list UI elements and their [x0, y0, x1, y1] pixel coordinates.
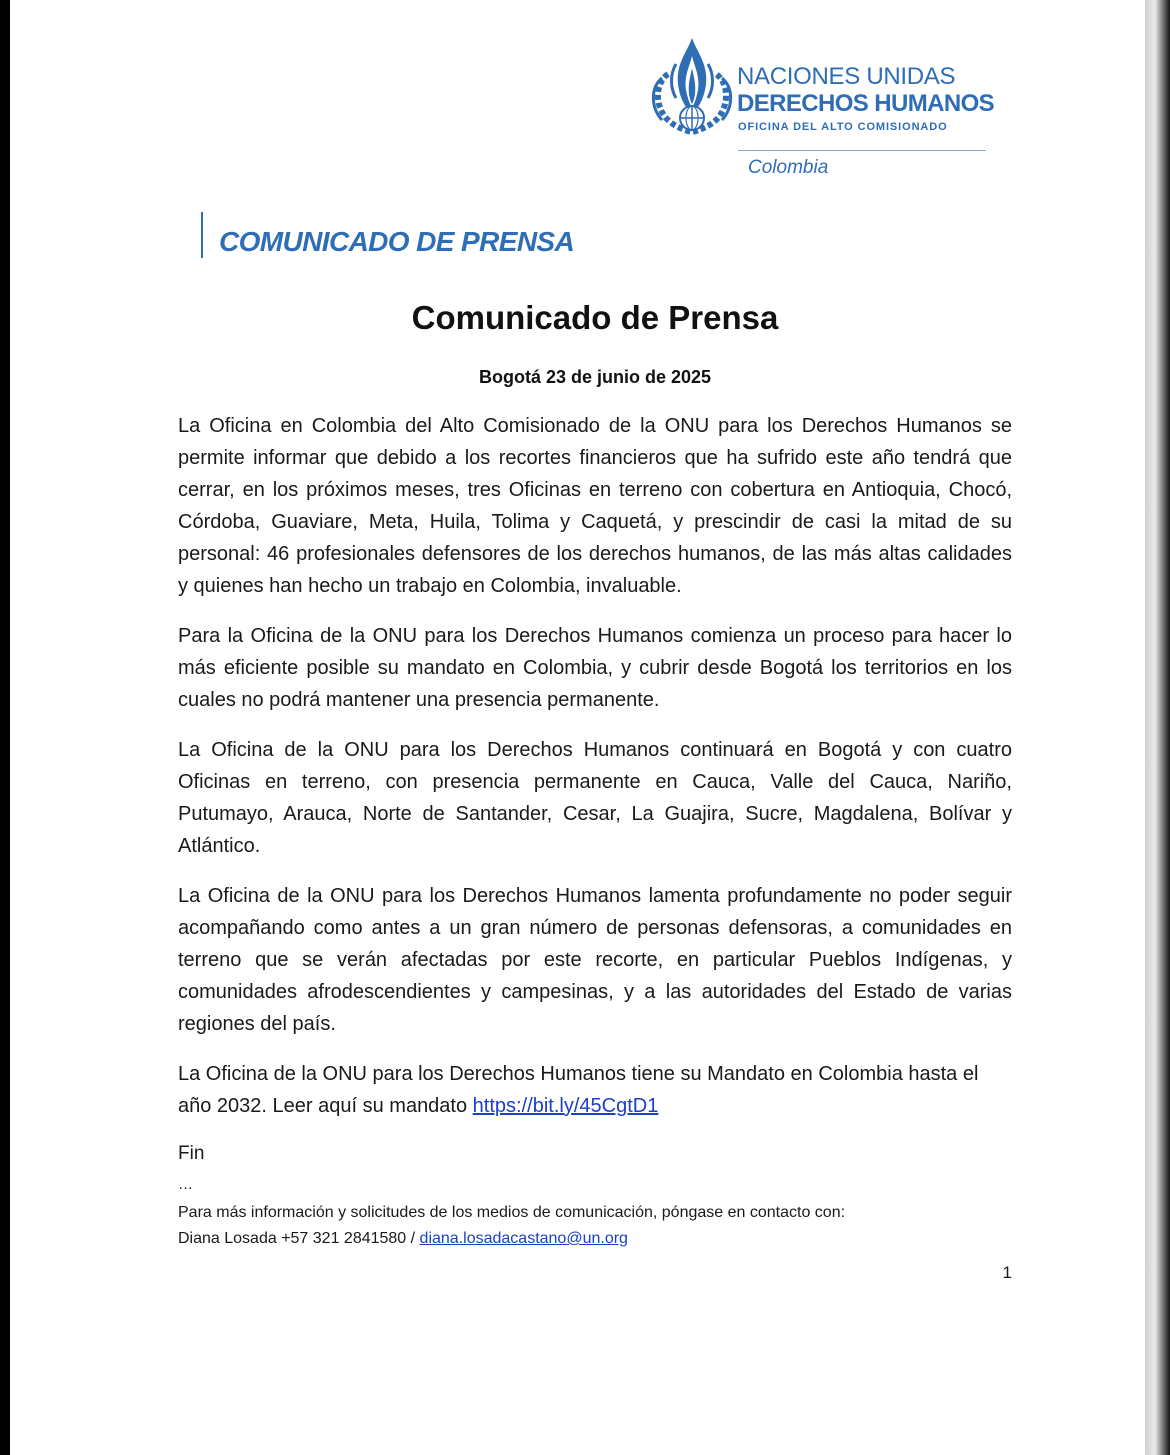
- logo-title-naciones-unidas: NACIONES UNIDAS: [737, 63, 956, 90]
- document-title: Comunicado de Prensa: [411, 299, 779, 336]
- page-edge-shadow: [1145, 0, 1170, 1455]
- contact-email-link[interactable]: diana.losadacastano@un.org: [419, 1230, 628, 1247]
- contact-name-phone: Diana Losada +57 321 2841580 /: [178, 1230, 420, 1247]
- paragraph-2: Para la Oficina de la ONU para los Derechos Humanos comienza un proceso para hacer lo más eficiente posible su mandato en Colombia, y cubrir desde Bogotá los territorios en los cuales no podrá mantener una presencia permanente.: [178, 625, 1012, 711]
- contact-intro: Para más información y solicitudes de los medios de comunicación, póngase en contacto con:: [178, 1204, 846, 1221]
- document-page: [10, 0, 1145, 1455]
- press-release-banner: COMUNICADO DE PRENSA: [219, 226, 575, 257]
- contact-line: [178, 1229, 628, 1248]
- ohchr-logo: [646, 34, 995, 184]
- paragraph-1: La Oficina en Colombia del Alto Comisionado de la ONU para los Derechos Humanos se permite informar que debido a los recortes financieros que ha sufrido este año tendrá que cerrar, en los próximos meses, tres Oficinas en terreno con cobertura en Antioquia, Chocó, Córdoba, Guaviare, Meta, Huila, Tolima y Caquetá, y prescindir de casi la mitad de su personal: 46 profesionales defensores de los derechos humanos, de las más altas calidades y quienes han hecho un trabajo en Colombia, invaluable.: [178, 415, 1012, 597]
- ellipsis: …: [178, 1176, 193, 1193]
- mandate-text: La Oficina de la ONU para los Derechos Humanos tiene su Mandato en Colombia hasta el año 2032. Leer aquí su mandato: [178, 1063, 979, 1117]
- un-emblem-icon: [646, 34, 738, 136]
- logo-divider: [738, 150, 986, 151]
- logo-country: Colombia: [748, 157, 829, 178]
- logo-subtitle: OFICINA DEL ALTO COMISIONADO: [738, 121, 948, 133]
- page-number: 1: [1002, 1263, 1012, 1282]
- banner-accent-bar: [201, 212, 203, 258]
- logo-title-derechos-humanos: DERECHOS HUMANOS: [737, 90, 995, 117]
- paragraph-4: La Oficina de la ONU para los Derechos Humanos lamenta profundamente no poder seguir acompañando como antes a un gran número de personas defensoras, a comunidades en terreno que se verán afectadas por este recorte, en particular Pueblos Indígenas, y comunidades afrodescendientes y campesinas, y a las autoridades del Estado de varias regiones del país.: [178, 885, 1012, 1035]
- paragraph-mandate: [178, 1058, 1012, 1122]
- mandate-link[interactable]: https://bit.ly/45CgtD1: [472, 1095, 659, 1117]
- document-date: Bogotá 23 de junio de 2025: [478, 367, 712, 387]
- paragraph-3: La Oficina de la ONU para los Derechos Humanos continuará en Bogotá y con cuatro Oficinas en terreno, con presencia permanente en Cauca, Valle del Cauca, Nariño, Putumayo, Arauca, Norte de Santander, Cesar, La Guajira, Sucre, Magdalena, Bolívar y Atlántico.: [178, 739, 1012, 857]
- end-marker: Fin: [178, 1143, 205, 1164]
